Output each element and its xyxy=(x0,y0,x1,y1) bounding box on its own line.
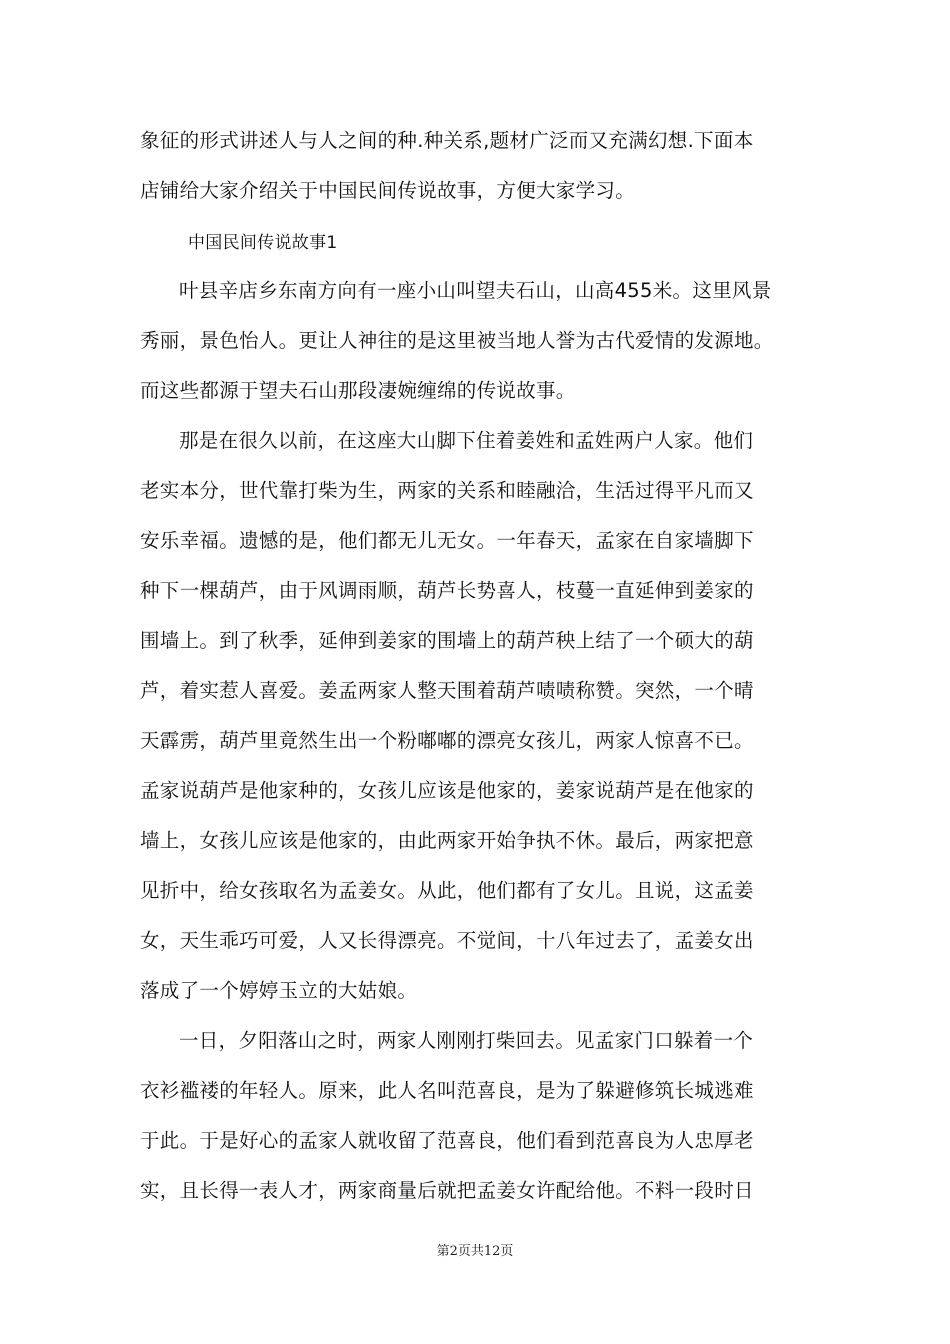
text-line: 店铺给大家介绍关于中国民间传说故事，方便大家学习。 xyxy=(140,179,636,202)
text-line: 那是在很久以前，在这座大山脚下住着姜姓和孟姓两户人家。他们 xyxy=(179,429,754,452)
text-line: 落成了一个婷婷玉立的大姑娘。 xyxy=(140,979,418,1002)
text-line: 种下一棵葫芦，由于风调雨顺，葫芦长势喜人，枝蔓一直延伸到姜家的 xyxy=(140,579,754,602)
text-line: 象征的形式讲述人与人之间的种.种关系,题材广泛而又充满幻想.下面本 xyxy=(140,129,754,152)
text-line: 衣衫褴褛的年轻人。原来，此人名叫范喜良，是为了躲避修筑长城逃难 xyxy=(140,1079,754,1102)
text-line: 天霹雳，葫芦里竟然生出一个粉嘟嘟的漂亮女孩儿，两家人惊喜不已。 xyxy=(140,729,754,752)
text-line: 秀丽，景色怡人。更让人神往的是这里被当地人誉为古代爱情的发源地。 xyxy=(140,329,774,352)
text-line: 墙上，女孩儿应该是他家的，由此两家开始争执不休。最后，两家把意 xyxy=(140,829,754,852)
text-line: 老实本分，世代靠打柴为生，两家的关系和睦融洽，生活过得平凡而又 xyxy=(140,479,754,502)
text-line: 而这些都源于望夫石山那段凄婉缠绵的传说故事。 xyxy=(140,379,576,402)
text-line: 实，且长得一表人才，两家商量后就把孟姜女许配给他。不料一段时日 xyxy=(140,1179,754,1202)
text-line: 于此。于是好心的孟家人就收留了范喜良，他们看到范喜良为人忠厚老 xyxy=(140,1129,754,1152)
section-heading: 中国民间传说故事1 xyxy=(188,233,338,253)
page-number-footer: 第2页共12页 xyxy=(436,1244,514,1259)
text-line: 芦，着实惹人喜爱。姜孟两家人整天围着葫芦啧啧称赞。突然，一个晴 xyxy=(140,679,754,702)
text-line: 叶县辛店乡东南方向有一座小山叫望夫石山，山高455米。这里风景 xyxy=(179,279,772,302)
text-line: 围墙上。到了秋季，延伸到姜家的围墙上的葫芦秧上结了一个硕大的葫 xyxy=(140,629,754,652)
text-line: 一日，夕阳落山之时，两家人刚刚打柴回去。见孟家门口躲着一个 xyxy=(179,1029,754,1052)
text-line: 见折中，给女孩取名为孟姜女。从此，他们都有了女儿。且说，这孟姜 xyxy=(140,879,754,902)
text-line: 安乐幸福。遗憾的是，他们都无儿无女。一年春天，孟家在自家墙脚下 xyxy=(140,529,754,552)
text-line: 女，天生乖巧可爱，人又长得漂亮。不觉间，十八年过去了，孟姜女出 xyxy=(140,929,754,952)
text-line: 孟家说葫芦是他家种的，女孩儿应该是他家的，姜家说葫芦是在他家的 xyxy=(140,779,754,802)
